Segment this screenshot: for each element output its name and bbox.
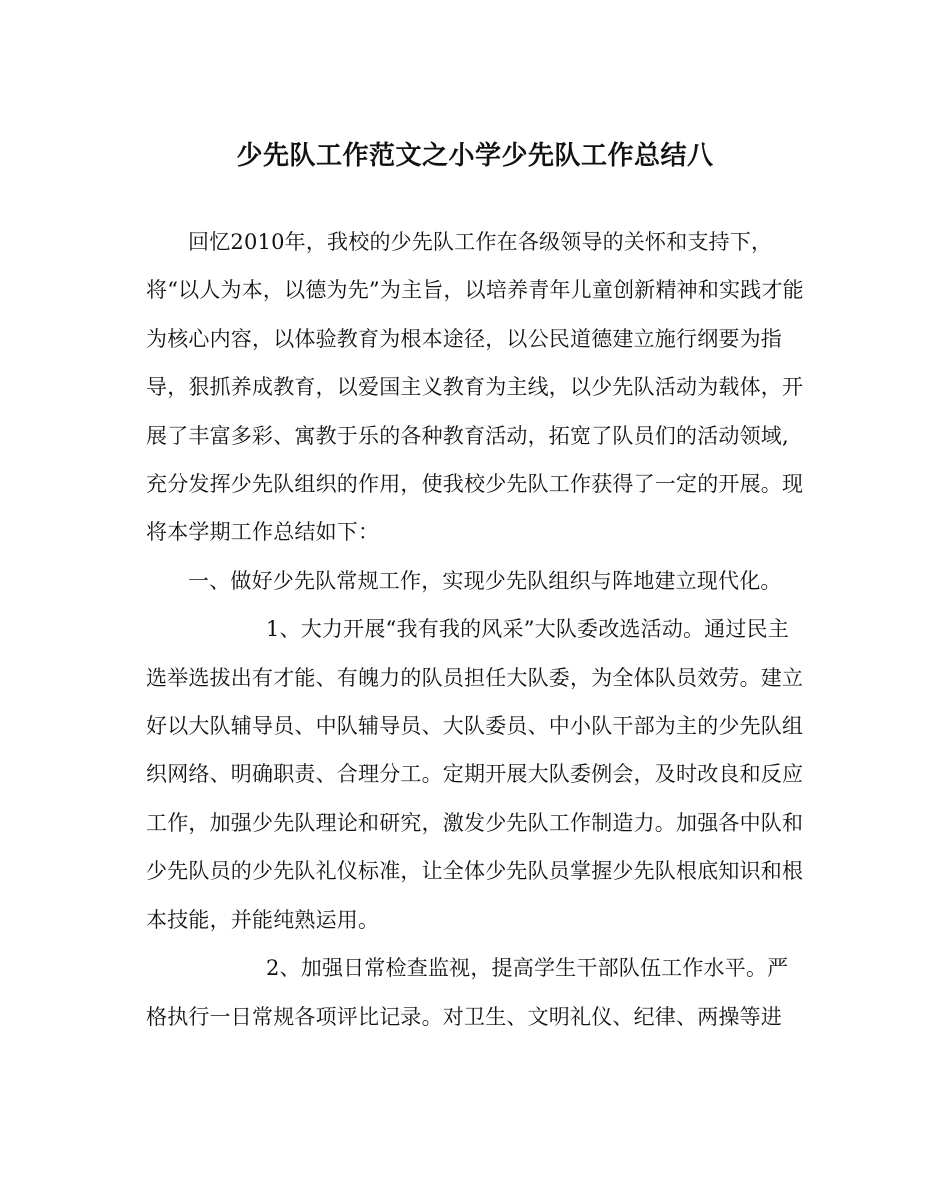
item-paragraph-1: 1、大力开展“我有我的风采”大队委改选活动。通过民主选举选拔出有才能、有魄力的队员担任大队委，为全体队员效劳。建立好以大队辅导员、中队辅导员、大队委员、中小队干部为主的少先队组织网络、明确职责、合理分工。定期开展大队委例会，及时改良和反应工作，加强少先队理论和研究，激发少先队工作制造力。加强各中队和少先队员的少先队礼仪标准，让全体少先队员掌握少先队根底知识和根本技能，并能纯熟运用。 bbox=[146, 617, 804, 932]
document-title: 少先队工作范文之小学少先队工作总结八 bbox=[236, 141, 714, 171]
document-body bbox=[146, 218, 806, 1041]
intro-paragraph: 回忆2010年，我校的少先队工作在各级领导的关怀和支持下，将“以人为本，以德为先”为主旨，以培养青年儿童创新精神和实践才能为核心内容，以体验教育为根本途径，以公民道德建立施行纲要为指导，狠抓养成教育，以爱国主义教育为主线，以少先队活动为载体，开展了丰富多彩、寓教于乐的各种教育活动，拓宽了队员们的活动领域,充分发挥少先队组织的作用，使我校少先队工作获得了一定的开展。现将本学期工作总结如下： bbox=[146, 230, 804, 545]
item-paragraph-2: 2、加强日常检查监视，提高学生干部队伍工作水平。严格执行一日常规各项评比记录。对卫生、文明礼仪、纪律、两操等进 bbox=[146, 956, 789, 1029]
section-heading-1: 一、做好少先队常规工作，实现少先队组织与阵地建立现代化。 bbox=[188, 568, 782, 593]
